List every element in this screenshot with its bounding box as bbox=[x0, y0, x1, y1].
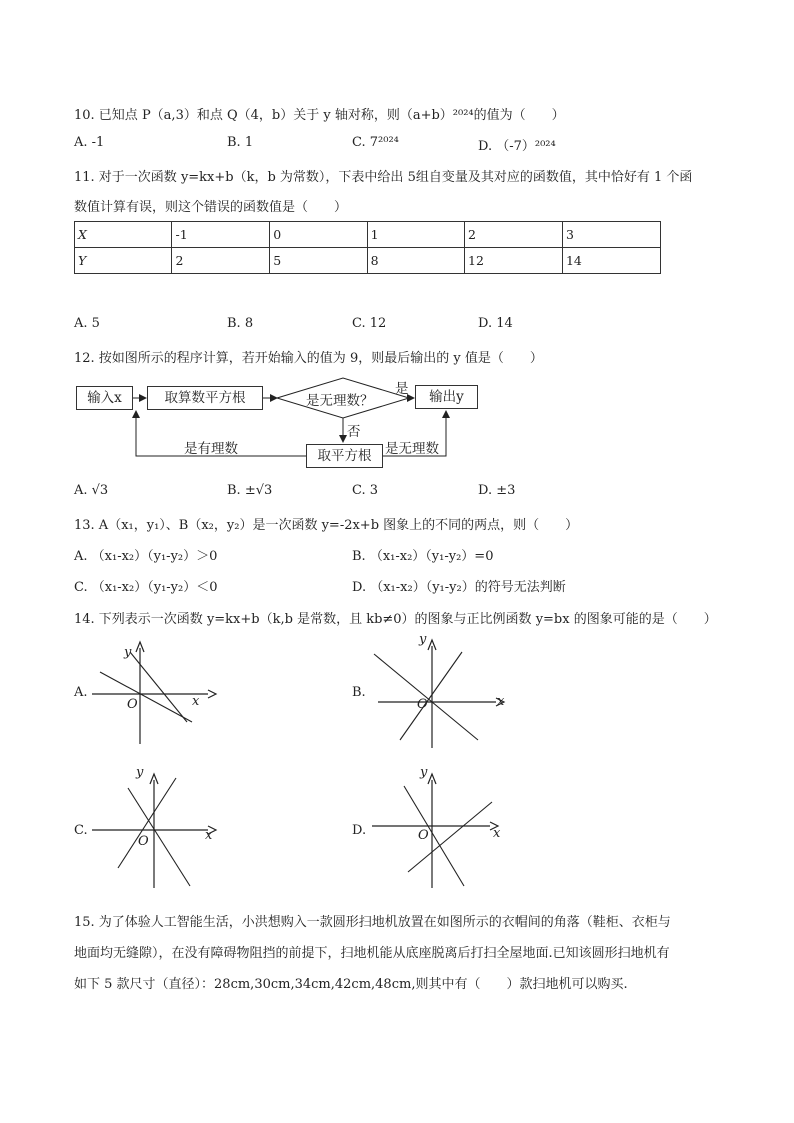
graph-d-x-label: x bbox=[493, 826, 501, 841]
line-1 bbox=[100, 672, 192, 722]
graph-c-y-label: y bbox=[136, 765, 144, 780]
q11-stem-line2: 数值计算有误，则这个错误的函数值是（ ） bbox=[74, 200, 348, 215]
graph-a-origin-label: O bbox=[127, 697, 138, 712]
q15-line2: 地面均无缝隙），在没有障碍物阻挡的前提下，扫地机能从底座脱离后打扫全屋地面.已知该圆形扫地机有 bbox=[74, 946, 670, 961]
table-cell: 8 bbox=[367, 248, 464, 274]
flow-yes-label: 是 bbox=[395, 381, 409, 397]
graph-d-label: D. bbox=[352, 823, 367, 838]
graph-d-origin-label: O bbox=[418, 828, 429, 843]
table-cell: 12 bbox=[465, 248, 563, 274]
q13-option-a: A. （x₁-x₂）（y₁-y₂）＞0 bbox=[74, 549, 218, 564]
graph-c-x-label: x bbox=[205, 828, 213, 843]
flow-decision-label: 是无理数？ bbox=[306, 393, 374, 409]
table-cell: 14 bbox=[562, 248, 660, 274]
graph-d bbox=[368, 768, 504, 890]
table-cell: X bbox=[75, 222, 172, 248]
graph-a-label: A. bbox=[74, 685, 88, 700]
q10-option-a: A. -1 bbox=[74, 135, 105, 150]
flow-input-box: 输入x bbox=[76, 386, 133, 410]
table-cell: 2 bbox=[465, 222, 563, 248]
graph-d-y-label: y bbox=[420, 765, 428, 780]
table-cell: Y bbox=[75, 248, 172, 274]
table-cell: 2 bbox=[172, 248, 270, 274]
q13-option-c: C. （x₁-x₂）（y₁-y₂）＜0 bbox=[74, 580, 218, 595]
q14-stem: 14. 下列表示一次函数 y=kx+b（k,b 是常数，且 kb≠0）的图象与正比例函数 y=bx 的图象可能的是（ ） bbox=[74, 612, 717, 627]
q13-stem: 13. A（x₁，y₁）、B（x₂，y₂）是一次函数 y=-2x+b 图象上的不同的两点，则（ ） bbox=[74, 518, 579, 533]
flow-rational-label: 是有理数 bbox=[184, 441, 238, 457]
q10-option-c: C. 7²⁰²⁴ bbox=[352, 135, 399, 150]
graph-b-x-label: x bbox=[497, 694, 505, 709]
graph-b-y-label: y bbox=[419, 632, 427, 647]
flow-irrational-label: 是无理数 bbox=[385, 441, 439, 457]
graph-b-label: B. bbox=[352, 685, 366, 700]
table-cell: 3 bbox=[562, 222, 660, 248]
x-axis-arrow bbox=[208, 690, 216, 698]
graph-b bbox=[368, 632, 508, 750]
graph-b-origin-label: O bbox=[417, 697, 428, 712]
flow-output-box: 输出y bbox=[415, 385, 478, 409]
q15-line1: 15. 为了体验人工智能生活，小洪想购入一款圆形扫地机放置在如图所示的衣帽间的角落（鞋柜、衣柜与 bbox=[74, 915, 671, 930]
q12-option-b: B. ±√3 bbox=[227, 483, 273, 498]
q12-option-d: D. ±3 bbox=[478, 483, 516, 498]
table-cell: -1 bbox=[172, 222, 270, 248]
q11-option-b: B. 8 bbox=[227, 316, 254, 331]
line-1 bbox=[404, 786, 464, 886]
graph-a-x-label: x bbox=[192, 694, 200, 709]
graph-a bbox=[90, 638, 220, 748]
flow-sqrt-arith-box: 取算数平方根 bbox=[147, 386, 263, 410]
line-1 bbox=[118, 778, 176, 868]
graph-c bbox=[90, 768, 220, 890]
line-2 bbox=[130, 652, 187, 722]
table-cell: 1 bbox=[367, 222, 464, 248]
q11-stem-line1: 11. 对于一次函数 y=kx+b（k，b 为常数），下表中给出 5组自变量及其对应的函数值，其中恰好有 1 个函 bbox=[74, 170, 693, 185]
q12-stem: 12. 按如图所示的程序计算，若开始输入的值为 9，则最后输出的 y 值是（ ） bbox=[74, 351, 543, 366]
table-cell: 0 bbox=[270, 222, 367, 248]
q15-line3: 如下 5 款尺寸（直径）：28cm,30cm,34cm,42cm,48cm,则其中有（ ）款扫地机可以购买. bbox=[74, 977, 628, 992]
q11-option-a: A. 5 bbox=[74, 316, 100, 331]
table-cell: 5 bbox=[270, 248, 367, 274]
line-2 bbox=[400, 652, 462, 740]
graph-c-label: C. bbox=[74, 823, 88, 838]
q10-option-d: D. （-7）²⁰²⁴ bbox=[478, 139, 556, 154]
q12-option-c: C. 3 bbox=[352, 483, 379, 498]
flow-sqrt-box: 取平方根 bbox=[306, 444, 383, 468]
q12-option-a: A. √3 bbox=[74, 483, 109, 498]
q10-option-b: B. 1 bbox=[227, 135, 254, 150]
graph-a-y-label: y bbox=[124, 645, 132, 660]
flow-no-label: 否 bbox=[347, 424, 361, 440]
q13-option-b: B. （x₁-x₂）（y₁-y₂）=0 bbox=[352, 549, 494, 564]
q13-option-d: D. （x₁-x₂）（y₁-y₂）的符号无法判断 bbox=[352, 580, 566, 595]
q11-option-d: D. 14 bbox=[478, 316, 513, 331]
q11-option-c: C. 12 bbox=[352, 316, 387, 331]
q10-stem: 10. 已知点 P（a,3）和点 Q（4，b）关于 y 轴对称，则（a+b）²⁰²⁴的值为（ ） bbox=[74, 108, 565, 123]
graph-c-origin-label: O bbox=[138, 834, 149, 849]
